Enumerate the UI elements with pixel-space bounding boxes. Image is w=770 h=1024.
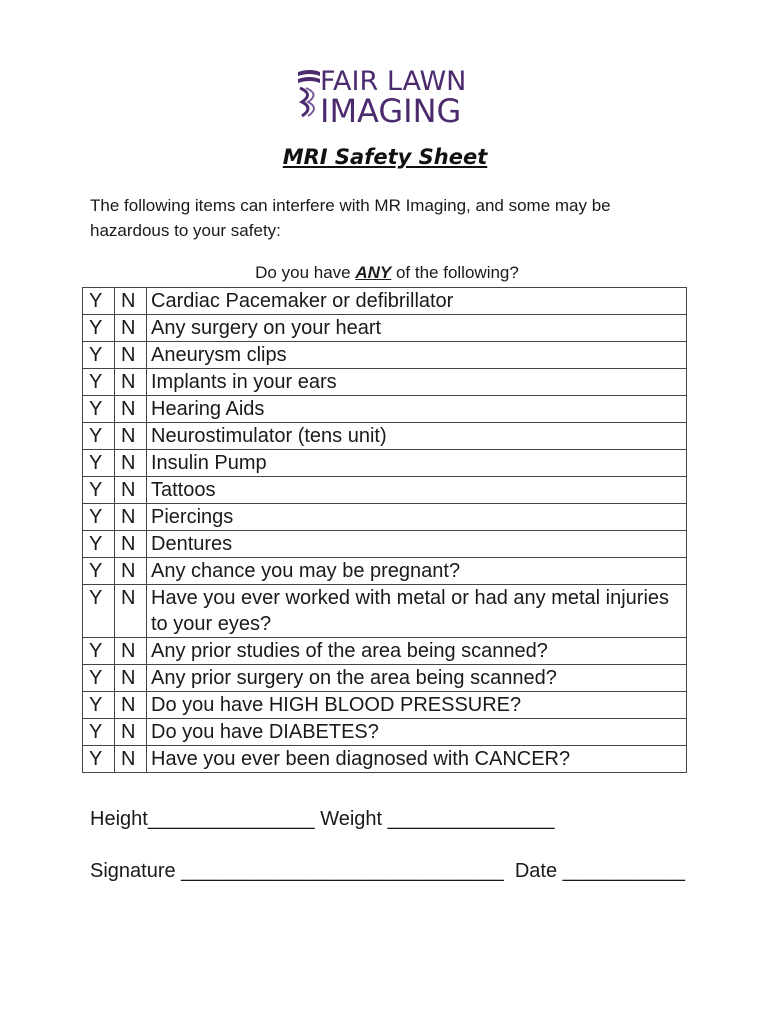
checklist-item-text: Dentures — [147, 531, 687, 558]
no-option[interactable]: N — [115, 315, 147, 342]
yes-option[interactable]: Y — [83, 288, 115, 315]
no-option[interactable]: N — [115, 692, 147, 719]
checklist-item-text: Tattoos — [147, 477, 687, 504]
no-option[interactable]: N — [115, 531, 147, 558]
no-option[interactable]: N — [115, 665, 147, 692]
yes-option[interactable]: Y — [83, 342, 115, 369]
checklist-item-text: Any chance you may be pregnant? — [147, 558, 687, 585]
checklist-row — [83, 638, 687, 665]
checklist-row — [83, 692, 687, 719]
yes-option[interactable]: Y — [83, 692, 115, 719]
checklist-item-text: Piercings — [147, 504, 687, 531]
page-title: MRI Safety Sheet — [282, 145, 488, 169]
no-option[interactable]: N — [115, 423, 147, 450]
no-option[interactable]: N — [115, 504, 147, 531]
question-emphasis: ANY — [355, 263, 392, 282]
safety-checklist-table — [82, 287, 687, 773]
no-option[interactable]: N — [115, 369, 147, 396]
checklist-row — [83, 665, 687, 692]
no-option[interactable]: N — [115, 342, 147, 369]
yes-option[interactable]: Y — [83, 315, 115, 342]
no-option[interactable]: N — [115, 288, 147, 315]
yes-option[interactable]: Y — [83, 504, 115, 531]
question-heading — [0, 263, 770, 283]
yes-option[interactable]: Y — [83, 477, 115, 504]
intro-text: The following items can interfere with MR Imaging, and some may be hazardous to your safety: — [90, 196, 611, 240]
checklist-item-text: Have you ever been diagnosed with CANCER? — [147, 746, 687, 773]
checklist-item-text: Insulin Pump — [147, 450, 687, 477]
no-option[interactable]: N — [115, 638, 147, 665]
yes-option[interactable]: Y — [83, 746, 115, 773]
yes-option[interactable]: Y — [83, 396, 115, 423]
no-option[interactable]: N — [115, 396, 147, 423]
yes-option[interactable]: Y — [83, 719, 115, 746]
checklist-item-text: Cardiac Pacemaker or defibrillator — [147, 288, 687, 315]
checklist-item-text: Implants in your ears — [147, 369, 687, 396]
yes-option[interactable]: Y — [83, 423, 115, 450]
yes-option[interactable]: Y — [83, 369, 115, 396]
checklist-row — [83, 531, 687, 558]
checklist-row — [83, 746, 687, 773]
yes-option[interactable]: Y — [83, 665, 115, 692]
no-option[interactable]: N — [115, 719, 147, 746]
checklist-item-text: Aneurysm clips — [147, 342, 687, 369]
checklist-row — [83, 558, 687, 585]
signature-date-field[interactable]: Signature _____________________________ Date ___________ — [90, 860, 686, 882]
checklist-item-text: Do you have HIGH BLOOD PRESSURE? — [147, 692, 687, 719]
height-weight-field[interactable]: Height_______________ Weight _______________ — [90, 808, 555, 830]
no-option[interactable]: N — [115, 558, 147, 585]
yes-option[interactable]: Y — [83, 531, 115, 558]
checklist-item-text: Have you ever worked with metal or had any metal injuries to your eyes? — [147, 585, 687, 638]
checklist-row — [83, 396, 687, 423]
no-option[interactable]: N — [115, 585, 147, 638]
question-before: Do you have — [255, 263, 356, 282]
checklist-row — [83, 477, 687, 504]
checklist-item-text: Do you have DIABETES? — [147, 719, 687, 746]
checklist-row — [83, 585, 687, 638]
logo-text-line1: FAIR LAWN — [320, 66, 467, 97]
checklist-row — [83, 450, 687, 477]
fair-lawn-imaging-logo — [296, 62, 486, 130]
checklist-row — [83, 504, 687, 531]
yes-option[interactable]: Y — [83, 585, 115, 638]
yes-option[interactable]: Y — [83, 638, 115, 665]
checklist-row — [83, 423, 687, 450]
checklist-row — [83, 369, 687, 396]
checklist-item-text: Any surgery on your heart — [147, 315, 687, 342]
no-option[interactable]: N — [115, 477, 147, 504]
checklist-row — [83, 288, 687, 315]
checklist-item-text: Hearing Aids — [147, 396, 687, 423]
logo-text-line2: IMAGING — [320, 92, 462, 130]
checklist-item-text: Any prior studies of the area being scanned? — [147, 638, 687, 665]
checklist-item-text: Any prior surgery on the area being scanned? — [147, 665, 687, 692]
yes-option[interactable]: Y — [83, 450, 115, 477]
checklist-row — [83, 342, 687, 369]
yes-option[interactable]: Y — [83, 558, 115, 585]
no-option[interactable]: N — [115, 450, 147, 477]
checklist-item-text: Neurostimulator (tens unit) — [147, 423, 687, 450]
question-after: of the following? — [391, 263, 519, 282]
no-option[interactable]: N — [115, 746, 147, 773]
checklist-row — [83, 719, 687, 746]
checklist-row — [83, 315, 687, 342]
